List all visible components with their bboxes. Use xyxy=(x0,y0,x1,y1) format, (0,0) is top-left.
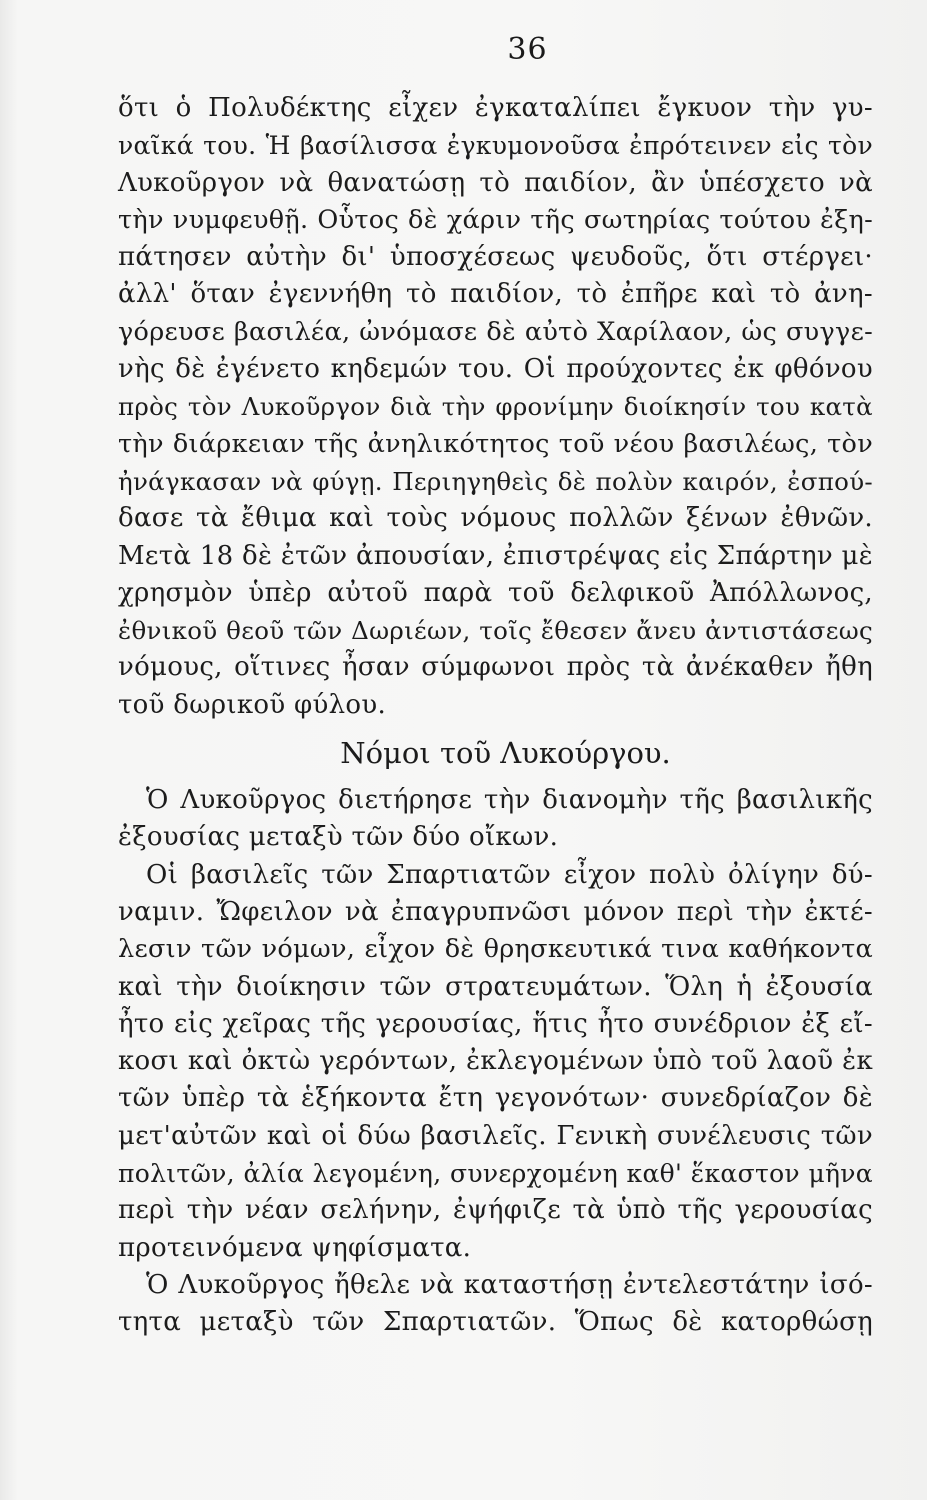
text-line: περὶ τὴν νέαν σελήνην, ἐψήφιζε τὰ ὑπὸ τῆς γερουσίας xyxy=(118,1195,873,1226)
text-line: ἐθνικοῦ θεοῦ τῶν Δωριέων, τοῖς ἔθεσεν ἄνευ ἀντιστάσεως xyxy=(118,616,873,646)
text-line: τὴν νυμφευθῇ. Οὗτος δὲ χάριν τῆς σωτηρίας τούτου ἐξη- xyxy=(118,204,873,235)
text-line: πολιτῶν, ἀλία λεγομένη, συνερχομένη καθ' ἕκαστον μῆνα xyxy=(118,1159,873,1189)
paragraph-4 xyxy=(118,1267,873,1342)
text-line: ἦτο εἰς χεῖρας τῆς γερουσίας, ἥτις ἦτο συνέδριον ἐξ εἴ- xyxy=(118,1008,873,1039)
text-line: χρησμὸν ὑπὲρ αὐτοῦ παρὰ τοῦ δελφικοῦ Ἀπόλλωνος, xyxy=(118,577,873,608)
paragraph-1 xyxy=(118,90,873,724)
paragraph-2 xyxy=(118,782,873,857)
text-line: προτεινόμενα ψηφίσματα. xyxy=(118,1232,472,1263)
text-line: Μετὰ 18 δὲ ἐτῶν ἀπουσίαν, ἐπιστρέψας εἰς Σπάρτην μὲ xyxy=(118,540,873,571)
text-line: κοσι καὶ ὀκτὼ γερόντων, ἐκλεγομένων ὑπὸ τοῦ λαοῦ ἐκ xyxy=(118,1046,873,1077)
text-line: Οἱ βασιλεῖς τῶν Σπαρτιατῶν εἶχον πολὺ ὀλίγην δύ- xyxy=(146,859,873,890)
text-line: ἀλλ' ὅταν ἐγεννήθη τὸ παιδίον, τὸ ἐπῆρε καὶ τὸ ἀνη- xyxy=(118,279,873,310)
section-heading: Νόμοι τοῦ Λυκούργου. xyxy=(340,736,671,771)
text-line: Ὁ Λυκοῦργος διετήρησε τὴν διανομὴν τῆς βασιλικῆς xyxy=(146,785,873,816)
text-line: ἠνάγκασαν νὰ φύγῃ. Περιηγηθεὶς δὲ πολὺν καιρόν, ἐσπού- xyxy=(118,466,873,496)
text-line: ἐξουσίας μεταξὺ τῶν δύο οἴκων. xyxy=(118,822,559,853)
text-line: ναῖκά του. Ἡ βασίλισσα ἐγκυμονοῦσα ἐπρότεινεν εἰς τὸν xyxy=(118,131,873,161)
text-line: ὅτι ὁ Πολυδέκτης εἶχεν ἐγκαταλίπει ἔγκυον τὴν γυ- xyxy=(118,93,873,123)
text-line: καὶ τὴν διοίκησιν τῶν στρατευμάτων. Ὅλη ἡ ἐξουσία xyxy=(118,971,873,1002)
text-line: τητα μεταξὺ τῶν Σπαρτιατῶν. Ὅπως δὲ κατορθώσῃ xyxy=(118,1307,873,1338)
paragraph-3 xyxy=(118,857,873,1267)
text-line: Ὁ Λυκοῦργος ἤθελε νὰ καταστήσῃ ἐντελεστάτην ἰσό- xyxy=(146,1269,873,1300)
text-line: πάτησεν αὐτὴν δι' ὑποσχέσεως ψευδοῦς, ὅτι στέργει· xyxy=(118,242,873,273)
text-line: Λυκοῦργον νὰ θανατώσῃ τὸ παιδίον, ἂν ὑπέσχετο νὰ xyxy=(118,167,873,198)
text-line: πρὸς τὸν Λυκοῦργον διὰ τὴν φρονίμην διοίκησίν του κατὰ xyxy=(118,392,873,422)
text-line: ναμιν. Ὤφειλον νὰ ἐπαγρυπνῶσι μόνον περὶ τὴν ἐκτέ- xyxy=(118,896,873,927)
text-line: λεσιν τῶν νόμων, εἶχον δὲ θρησκευτικά τινα καθήκοντα xyxy=(118,934,873,965)
text-line: τοῦ δωρικοῦ φύλου. xyxy=(118,689,387,720)
text-line: γόρευσε βασιλέα, ὠνόμασε δὲ αὐτὸ Χαρίλαον, ὡς συγγε- xyxy=(118,316,873,347)
text-line: δασε τὰ ἔθιμα καὶ τοὺς νόμους πολλῶν ξένων ἐθνῶν. xyxy=(118,503,873,534)
text-line: μετ'αὐτῶν καὶ οἱ δύω βασιλεῖς. Γενικὴ συνέλευσις τῶν xyxy=(118,1120,873,1151)
text-line: νόμους, οἵτινες ἦσαν σύμφωνοι πρὸς τὰ ἀνέκαθεν ἤθη xyxy=(118,652,873,683)
page-number: 36 xyxy=(507,32,548,67)
page-text xyxy=(118,90,873,1342)
text-line: νὴς δὲ ἐγένετο κηδεμών του. Οἱ προύχοντες ἐκ φθόνου xyxy=(118,354,873,385)
text-line: τῶν ὑπὲρ τὰ ἑξήκοντα ἔτη γεγονότων· συνεδρίαζον δὲ xyxy=(118,1083,873,1114)
text-line: τὴν διάρκειαν τῆς ἀνηλικότητος τοῦ νέου βασιλέως, τὸν xyxy=(118,428,873,459)
